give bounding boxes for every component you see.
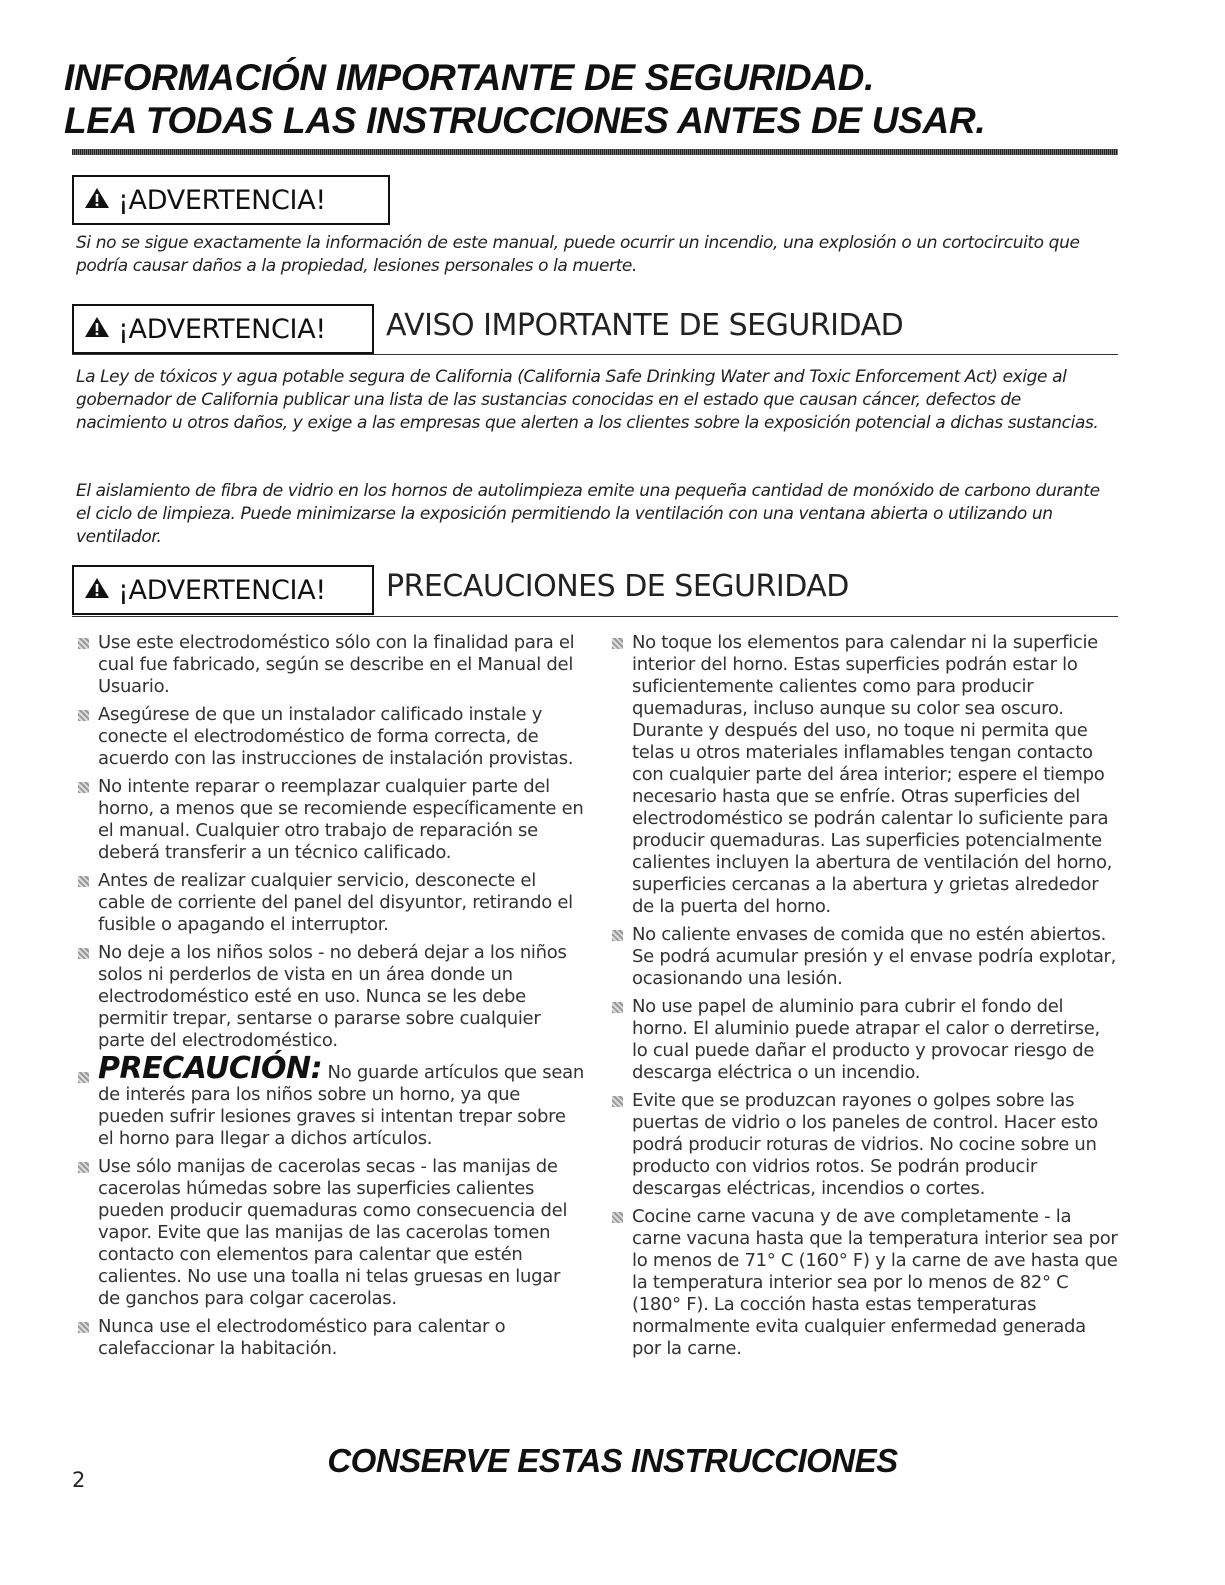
page-title [64, 56, 1164, 142]
warning-triangle-icon [84, 575, 110, 606]
caution-text: No guarde artículos que sean de interés para los niños sobre un horno, ya que pueden sufrir lesiones graves si intentan trepar sobre el horno para llegar a dichos artículos. [98, 1062, 584, 1149]
warning-box-1 [72, 175, 390, 225]
bullet-icon [78, 1162, 89, 1173]
bullet-icon [612, 1212, 623, 1223]
title-line-2: LEA TODAS LAS INSTRUCCIONES ANTES DE USAR. [64, 100, 986, 141]
list-item: Antes de realizar cualquier servicio, desconecte el cable de corriente del panel del disyuntor, retirando el fusible o apagando el interruptor. [76, 870, 586, 936]
section-title-aviso: AVISO IMPORTANTE DE SEGURIDAD [386, 308, 904, 343]
title-line-1: INFORMACIÓN IMPORTANTE DE SEGURIDAD. [64, 57, 875, 98]
list-item: Nunca use el electrodoméstico para calentar o calefaccionar la habitación. [76, 1316, 586, 1360]
page-number: 2 [72, 1468, 86, 1492]
bullet-icon [612, 638, 623, 649]
section-divider [72, 354, 1118, 355]
list-item: No toque los elementos para calendar ni la superficie interior del horno. Estas superficies podrán estar lo suficientemente calientes como para producir quemaduras, incluso aunque su color sea oscuro. Durante y después del uso, no toque ni permita que telas u otros materiales inflamables tengan contacto con cualquier parte del área interior; espere el tiempo necesario hasta que se enfríe. Otras superficies del electrodoméstico se podrán calentar lo suficiente para producir quemaduras. Las superficies potencialmente calientes incluyen la abertura de ventilación del horno, superficies cercanas a la abertura y grietas alrededor de la puerta del horno. [610, 632, 1120, 918]
aviso-paragraph-2: El aislamiento de fibra de vidrio en los hornos de autolimpieza emite una pequeña cantidad de monóxido de carbono durante el ciclo de limpieza. Puede minimizarse la exposición permitiendo la ventilación con una ventana abierta o utilizando un ventilador. [76, 481, 1100, 547]
list-item: No caliente envases de comida que no estén abiertos. Se podrá acumular presión y el envase podría explotar, ocasionando una lesión. [610, 924, 1120, 990]
footer-title: CONSERVE ESTAS INSTRUCCIONES [327, 1442, 898, 1479]
list-item: Use este electrodoméstico sólo con la finalidad para el cual fue fabricado, según se describe en el Manual del Usuario. [76, 632, 586, 698]
warning-label: ¡ADVERTENCIA! [118, 313, 326, 345]
bullet-icon [78, 876, 89, 887]
bullet-icon [612, 930, 623, 941]
warning-label: ¡ADVERTENCIA! [118, 574, 326, 606]
precautions-left-column [76, 632, 586, 1366]
bullet-icon [78, 1322, 89, 1333]
section-divider [72, 616, 1118, 617]
bullet-icon [78, 638, 89, 649]
warning-triangle-icon [84, 314, 110, 345]
warning-1-text: Si no se sigue exactamente la información de este manual, puede ocurrir un incendio, una explosión o un cortocircuito que podría causar daños a la propiedad, lesiones personales o la muerte. [76, 233, 1080, 276]
bullet-icon [78, 782, 89, 793]
warning-label: ¡ADVERTENCIA! [118, 184, 326, 216]
bullet-icon [612, 1096, 623, 1107]
section-title-precauciones: PRECAUCIONES DE SEGURIDAD [386, 569, 849, 604]
list-item: No deje a los niños solos - no deberá dejar a los niños solos ni perderlos de vista en un área donde un electrodoméstico esté en uso. Nunca se les debe permitir trepar, sentarse o pararse sobre cualquier parte del electrodoméstico. [76, 942, 586, 1052]
list-item: Evite que se produzcan rayones o golpes sobre las puertas de vidrio o los paneles de control. Hacer esto podrá producir roturas de vidrios. No cocine sobre un producto con vidrios rotos. Se podrán producir descargas eléctricas, incendios o cortes. [610, 1090, 1120, 1200]
list-item: Asegúrese de que un instalador calificado instale y conecte el electrodoméstico de forma correcta, de acuerdo con las instrucciones de instalación provistas. [76, 704, 586, 770]
bullet-icon [78, 1072, 89, 1083]
caution-label: PRECAUCIÓN: [98, 1051, 323, 1086]
bullet-icon [612, 1002, 623, 1013]
bullet-icon [78, 710, 89, 721]
list-item: Use sólo manijas de cacerolas secas - las manijas de cacerolas húmedas sobre las superficies calientes pueden producir quemaduras como consecuencia del vapor. Evite que las manijas de las cacerolas tomen contacto con elementos para calentar que estén calientes. No use una toalla ni telas gruesas en lugar de ganchos para colgar cacerolas. [76, 1156, 586, 1310]
precautions-right-column [610, 632, 1120, 1366]
warning-box-2 [72, 304, 374, 354]
title-divider [72, 149, 1118, 155]
aviso-paragraph-1: La Ley de tóxicos y agua potable segura de California (California Safe Drinking Water and Toxic Enforcement Act) exige al gobernador de California publicar una lista de las sustancias conocidas en el estado que causan cáncer, defectos de nacimiento u otros daños, y exige a las empresas que alerten a los clientes sobre la exposición potencial a dichas sustancias. [76, 367, 1099, 433]
warning-box-3 [72, 565, 374, 615]
bullet-icon [78, 948, 89, 959]
warning-triangle-icon [84, 185, 110, 216]
list-item: No use papel de aluminio para cubrir el fondo del horno. El aluminio puede atrapar el calor o derretirse, lo cual puede dañar el producto y provocar riesgo de descarga eléctrica o un incendio. [610, 996, 1120, 1084]
caution-item [76, 1051, 586, 1150]
list-item: No intente reparar o reemplazar cualquier parte del horno, a menos que se recomiende específicamente en el manual. Cualquier otro trabajo de reparación se deberá transferir a un técnico calificado. [76, 776, 586, 864]
list-item: Cocine carne vacuna y de ave completamente - la carne vacuna hasta que la temperatura interior sea por lo menos de 71° C (160° F) y la carne de ave hasta que la temperatura interior sea por lo menos de 82° C (180° F). La cocción hasta estas temperaturas normalmente evita cualquier enfermedad generada por la carne. [610, 1206, 1120, 1360]
